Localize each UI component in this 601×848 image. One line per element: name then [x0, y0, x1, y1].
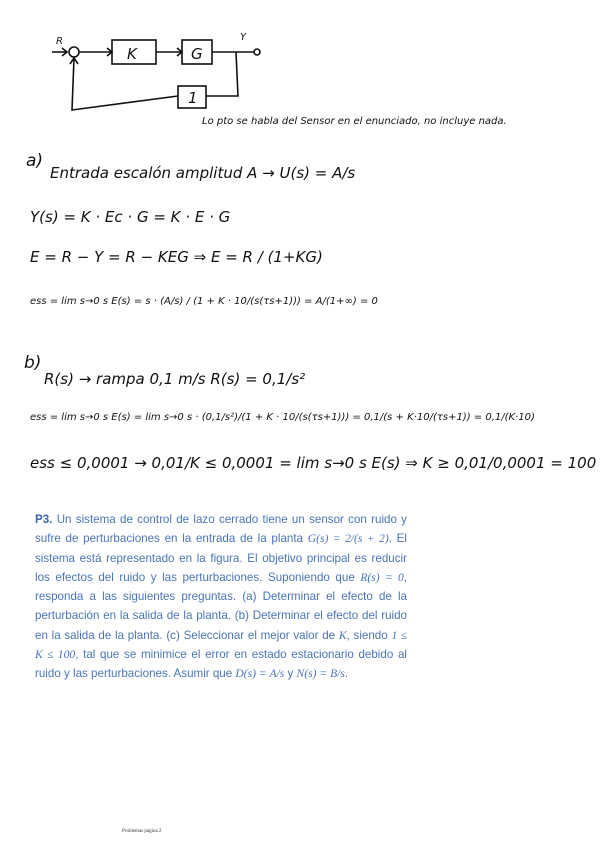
feedback-label: 1 — [188, 89, 198, 107]
part-a — [26, 151, 378, 307]
part-b-line1: R(s) → rampa 0,1 m/s R(s) = 0,1/s² — [44, 370, 306, 388]
controller-label: K — [127, 45, 137, 63]
noise-input: N(s) = B/s — [296, 667, 345, 681]
page-footer: Problemas página 2 — [122, 829, 162, 834]
problem-text-5: , tal que se minimice el error en estado estacionario debido al ruido y las perturbaciones. Asumir que — [35, 648, 407, 681]
part-a-line1: Entrada escalón amplitud A → U(s) = A/s — [50, 164, 356, 182]
problem-text-7: . — [344, 667, 349, 681]
diagram-note: Lo pto se habla del Sensor en el enunciado, no incluye nada. — [202, 116, 507, 127]
gain-range: 1 ≤ K ≤ 100 — [35, 628, 408, 662]
part-a-line4: ess = lim s→0 s E(s) = s · (A/s) / (1 + K · 10/(s(τs+1))) = A/(1+∞) = 0 — [30, 296, 378, 307]
part-b — [24, 353, 596, 472]
block-diagram — [52, 40, 260, 110]
problem-text-2: . El sistema está representado en la figura. El objetivo principal es reducir los efectos del ruido y las perturbaciones. Suponiendo que — [35, 532, 407, 584]
reference-condition: R(s) = 0 — [360, 570, 404, 584]
part-b-line3: ess ≤ 0,0001 → 0,01/K ≤ 0,0001 = lim s→0 s E(s) ⇒ K ≥ 0,01/0,0001 = 100 — [30, 454, 597, 472]
part-b-label: b) — [24, 353, 42, 373]
part-b-line2: ess = lim s→0 s E(s) = lim s→0 s · (0,1/s²)/(1 + K · 10/(s(τs+1))) = 0,1/(s + K·10/(τs+1)) = 0,1/(K·10) — [30, 412, 535, 423]
ref-label: R — [56, 36, 63, 47]
part-a-label: a) — [26, 151, 44, 171]
gain-symbol: K — [338, 628, 347, 642]
disturbance-input: D(s) = A/s — [235, 667, 285, 681]
problem-text-3: , responda a las siguientes preguntas. (a) Determinar el efecto de la perturbación en la salida de la planta. (b) Determinar el efecto del ruido en la salida de la planta. (c) Seleccionar el mejor valor de — [35, 570, 408, 642]
problem-statement — [35, 510, 407, 684]
plant-transfer-function: G(s) = 2/(s + 2) — [307, 532, 389, 546]
problem-text-1: Un sistema de control de lazo cerrado tiene un sensor con ruido y sufre de perturbaciones en la entrada de la planta — [35, 513, 407, 546]
problem-text-4: , siendo — [346, 628, 392, 642]
output-label: Y — [240, 32, 247, 43]
plant-label: G — [191, 45, 203, 63]
part-a-line2: Y(s) = K · Ec · G = K · E · G — [30, 208, 231, 226]
problem-text-6: y — [284, 667, 297, 681]
part-a-line3: E = R − Y = R − KEG ⇒ E = R / (1+KG) — [30, 248, 323, 266]
problem-number: P3. — [35, 513, 53, 526]
